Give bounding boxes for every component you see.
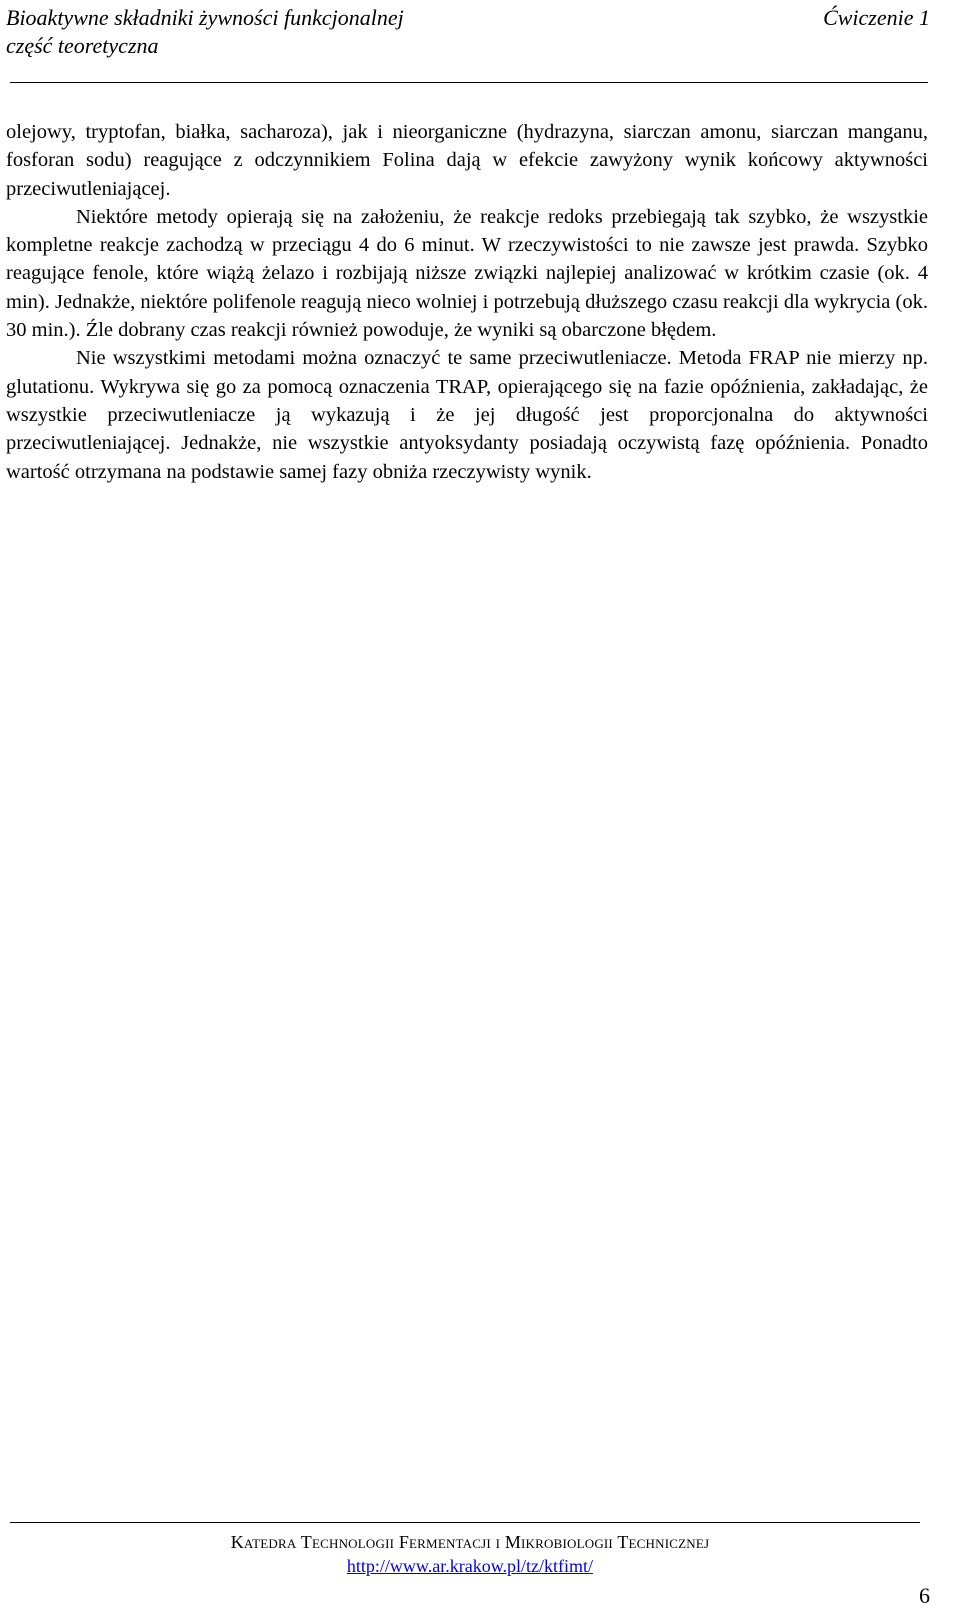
paragraph-2: Niektóre metody opierają się na założeniu, że reakcje redoks przebiegają tak szybko, że wszystkie kompletne reakcje zachodzą w przeciągu 4 do 6 minut. W rzeczywistości to nie zawsze jest prawda. Szybko reagujące fenole, które wiążą żelazo i rozbijają niższe związki najlepiej analizować w krótkim czasie (ok. 4 min). Jednakże, niektóre polifenole reagują nieco wolniej i potrzebują dłuższego czasu reakcji dla wykrycia (ok. 30 min.). Źle dobrany czas reakcji również powoduje, że wyniki są obarczone błędem. xyxy=(6,205,928,342)
paragraph-1: olejowy, tryptofan, białka, sacharoza), jak i nieorganiczne (hydrazyna, siarczan amonu, siarczan manganu, fosforan sodu) reagujące z odczynnikiem Folina dają w efekcie zawyżony wynik końcowy aktywności przeciwutleniającej. xyxy=(6,121,928,200)
page-footer xyxy=(0,1530,940,1578)
header-top-row xyxy=(6,4,930,32)
department-name: Katedra Technologii Fermentacji i Mikrobiologii Technicznej xyxy=(230,1532,710,1552)
page-number: 6 xyxy=(919,1583,930,1608)
document-title: Bioaktywne składniki żywności funkcjonalnej xyxy=(6,5,404,30)
exercise-label: Ćwiczenie 1 xyxy=(823,5,930,30)
paragraph-3: Nie wszystkimi metodami można oznaczyć te same przeciwutleniacze. Metoda FRAP nie mierzy np. glutationu. Wykrywa się go za pomocą oznaczenia TRAP, opierającego się na fazie opóźnienia, zakładając, że wszystkie przeciwutleniacze ją wykazują i że jej długość jest proporcjonalna do aktywności przeciwutleniającej. Jednakże, nie wszystkie antyoksydanty posiadają oczywistą fazę opóźnienia. Ponadto wartość otrzymana na podstawie samej fazy obniża rzeczywisty wynik. xyxy=(6,347,928,483)
document-subtitle: część teoretyczna xyxy=(6,33,159,58)
department-link[interactable]: http://www.ar.krakow.pl/tz/ktfimt/ xyxy=(346,1556,594,1576)
footer-divider xyxy=(10,1522,920,1523)
header-divider xyxy=(10,82,928,83)
page-header xyxy=(6,4,930,60)
main-text xyxy=(6,118,928,486)
